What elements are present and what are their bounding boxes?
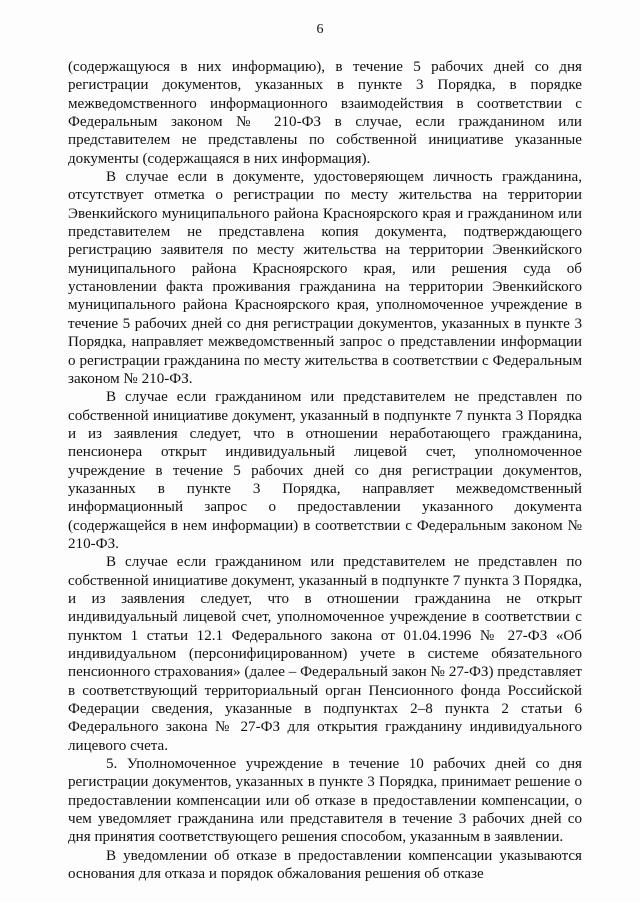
- paragraph-registration-check: В случае если в документе, удостоверяющем личность гражданина, отсутствует отметка о регистрации по месту жительства на территории Эвенкийского муниципального района Красноярского края и гражданином или представителем не представлена копия документа, подтверждающего регистрацию заявителя по месту жительства на территории Эвенкийского муниципального района Красноярского края, или решения суда об установлении факта проживания гражданина на территории Эвенкийского муниципального района Красноярского края, уполномоченное учреждение в течение 5 рабочих дней со дня регистрации документов, указанных в пункте 3 Порядка, направляет межведомственный запрос о представлении информации о регистрации гражданина по месту жительства в соответствии с Федеральным законом № 210-ФЗ.: [68, 169, 582, 387]
- paragraph-account-opening: В случае если гражданином или представителем не представлен по собственной инициативе документ, указанный в подпункте 7 пункта 3 Порядка, и из заявления следует, что в отношении гражданина не открыт индивидуальный лицевой счет, уполномоченное учреждение в соответствии с пунктом 1 статьи 12.1 Федерального закона от 01.04.1996 № 27-ФЗ «Об индивидуальном (персонифицированном) учете в системе обязательного пенсионного страхования» (далее – Федеральный закон № 27-ФЗ) представляет в соответствующий территориальный орган Пенсионного фонда Российской Федерации сведения, указанные в подпунктах 2–8 пункта 2 статьи 6 Федерального закона № 27-ФЗ для открытия гражданину индивидуального лицевого счета.: [68, 554, 582, 754]
- paragraph-personal-account-request: В случае если гражданином или представителем не представлен по собственной инициативе документ, указанный в подпункте 7 пункта 3 Порядка и из заявления следует, что в отношении неработающего гражданина, пенсионера открыт индивидуальный лицевой счет, уполномоченное учреждение в течение 5 рабочих дней со дня регистрации документов, указанных в пункте 3 Порядка, направляет межведомственный информационный запрос о предоставлении указанного документа (содержащейся в нем информации) в соответствии с Федеральным законом № 210-ФЗ.: [68, 389, 582, 552]
- document-body: [68, 58, 582, 883]
- page-number: 6: [316, 22, 324, 37]
- paragraph-decision-clause-5: 5. Уполномоченное учреждение в течение 10 рабочих дней со дня регистрации документов, указанных в пункте 3 Порядка, принимает решение о предоставлении компенсации или об отказе в предоставлении компенсации, о чем уведомляет гражданина или представителя в течение 3 рабочих дней со дня принятия соответствующего решения способом, указанным в заявлении.: [68, 756, 582, 846]
- paragraph-continuation: (содержащуюся в них информацию), в течение 5 рабочих дней со дня регистрации документов, указанных в пункте 3 Порядка, в порядке межведомственного информационного взаимодействия в соответствии с Федеральным законом № 210-ФЗ в случае, если гражданином или представителем не представлены по собственной инициативе указанные документы (содержащаяся в них информация).: [68, 59, 582, 167]
- paragraph-refusal-notice: В уведомлении об отказе в предоставлении компенсации указываются основания для отказа и порядок обжалования решения об отказе: [68, 847, 582, 883]
